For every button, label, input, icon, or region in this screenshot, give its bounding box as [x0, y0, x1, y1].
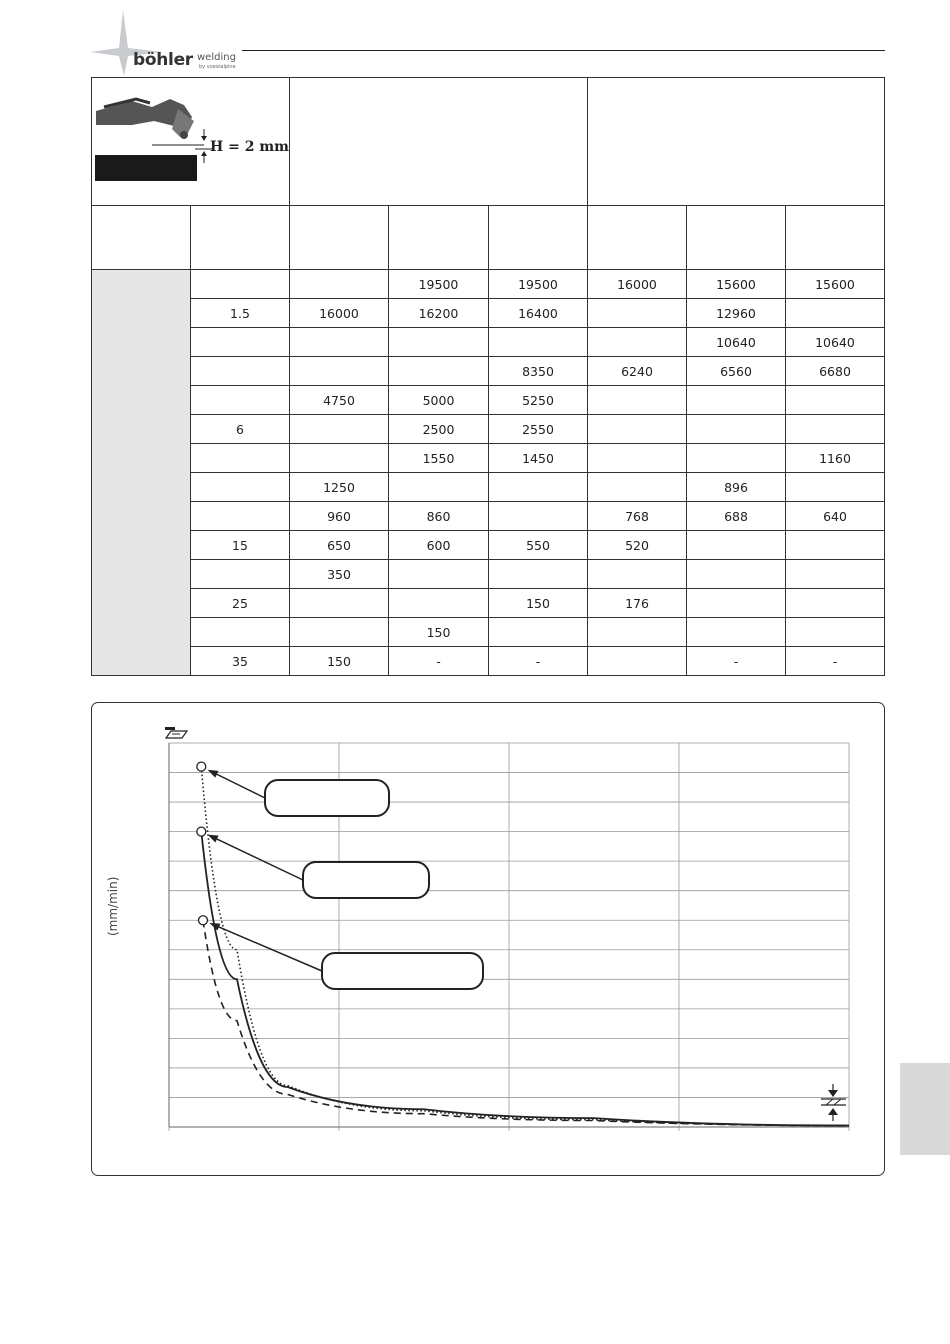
speed-cell	[489, 618, 588, 647]
speed-cell: 640	[786, 502, 885, 531]
thickness-icon	[821, 1084, 846, 1121]
table-row	[92, 531, 885, 560]
speed-cell: 8350	[489, 357, 588, 386]
speed-cell	[687, 618, 786, 647]
callout-box	[322, 953, 483, 989]
brand-name: böhler	[133, 50, 193, 70]
header-group-1	[290, 78, 588, 206]
col-header-3	[489, 206, 588, 270]
speed-cell: 896	[687, 473, 786, 502]
speed-cell	[489, 328, 588, 357]
speed-cell	[588, 560, 687, 589]
series-line-dashed	[203, 920, 849, 1125]
cutting-speed-chart	[92, 703, 884, 1175]
speed-cell	[489, 473, 588, 502]
speed-cell	[290, 270, 389, 299]
col-header-1	[290, 206, 389, 270]
speed-cell: 960	[290, 502, 389, 531]
speed-cell: 350	[290, 560, 389, 589]
speed-cell: 176	[588, 589, 687, 618]
speed-cell: 16000	[588, 270, 687, 299]
speed-cell	[389, 328, 489, 357]
thickness-cell: 25	[191, 589, 290, 618]
speed-cell	[588, 647, 687, 676]
speed-cell	[786, 299, 885, 328]
callout-box	[303, 862, 429, 898]
speed-cell: 12960	[687, 299, 786, 328]
table-row	[92, 502, 885, 531]
speed-cell	[588, 328, 687, 357]
speed-cell: 2550	[489, 415, 588, 444]
speed-cell: 16400	[489, 299, 588, 328]
speed-cell: -	[687, 647, 786, 676]
col-header-5	[687, 206, 786, 270]
speed-cell: 6240	[588, 357, 687, 386]
thickness-cell	[191, 270, 290, 299]
speed-cell	[786, 531, 885, 560]
thickness-cell	[191, 502, 290, 531]
page-side-tab	[900, 1063, 950, 1155]
thickness-cell	[191, 444, 290, 473]
material-cell	[92, 270, 191, 676]
speed-icon	[165, 727, 187, 738]
speed-cell: -	[786, 647, 885, 676]
thickness-cell: 15	[191, 531, 290, 560]
speed-cell: 16200	[389, 299, 489, 328]
speed-cell	[786, 386, 885, 415]
chart-callouts	[208, 770, 483, 989]
speed-cell	[389, 560, 489, 589]
speed-cell: 15600	[687, 270, 786, 299]
table-row	[92, 589, 885, 618]
speed-cell	[389, 357, 489, 386]
series-start-marker	[197, 827, 206, 836]
speed-cell	[489, 560, 588, 589]
thickness-cell	[191, 357, 290, 386]
speed-cell: 150	[489, 589, 588, 618]
brand-subtitle: by voestalpine	[199, 64, 236, 70]
speed-cell: 688	[687, 502, 786, 531]
table-row	[92, 473, 885, 502]
speed-cell	[687, 589, 786, 618]
speed-cell: 2500	[389, 415, 489, 444]
speed-cell	[687, 444, 786, 473]
speed-cell	[687, 531, 786, 560]
speed-cell: 1550	[389, 444, 489, 473]
header-group-2	[588, 78, 885, 206]
callout-arrowhead	[208, 835, 219, 843]
table-row	[92, 647, 885, 676]
speed-cell: 1250	[290, 473, 389, 502]
speed-cell: 550	[489, 531, 588, 560]
speed-cell: 150	[389, 618, 489, 647]
thickness-cell	[191, 560, 290, 589]
col-header-4	[588, 206, 687, 270]
table-row	[92, 328, 885, 357]
col-header-6	[786, 206, 885, 270]
callout-arrow	[215, 773, 265, 798]
speed-cell: 520	[588, 531, 687, 560]
speed-cell: 860	[389, 502, 489, 531]
speed-cell: 150	[290, 647, 389, 676]
speed-cell	[290, 444, 389, 473]
speed-cell: 768	[588, 502, 687, 531]
speed-cell	[588, 618, 687, 647]
thickness-cell: 6	[191, 415, 290, 444]
speed-cell	[588, 386, 687, 415]
header-rule	[242, 50, 885, 51]
series-start-marker	[199, 916, 208, 925]
table-row	[92, 270, 885, 299]
speed-cell: 19500	[389, 270, 489, 299]
table-row	[92, 444, 885, 473]
table-row	[92, 357, 885, 386]
table-row	[92, 560, 885, 589]
speed-cell	[588, 415, 687, 444]
speed-cell: 4750	[290, 386, 389, 415]
speed-cell	[389, 589, 489, 618]
col-header-material	[92, 206, 191, 270]
speed-cell	[489, 502, 588, 531]
col-header-2	[389, 206, 489, 270]
speed-cell: 5250	[489, 386, 588, 415]
thickness-cell	[191, 473, 290, 502]
speed-cell: -	[489, 647, 588, 676]
callout-arrowhead	[208, 770, 219, 778]
speed-cell: 650	[290, 531, 389, 560]
speed-cell	[687, 560, 786, 589]
speed-cell	[786, 560, 885, 589]
speed-cell: 6560	[687, 357, 786, 386]
speed-cell: 15600	[786, 270, 885, 299]
table-row	[92, 299, 885, 328]
thickness-cell: 35	[191, 647, 290, 676]
speed-cell	[786, 473, 885, 502]
speed-cell: 19500	[489, 270, 588, 299]
speed-cell	[389, 473, 489, 502]
speed-cell: 10640	[687, 328, 786, 357]
speed-cell	[290, 415, 389, 444]
speed-cell	[786, 589, 885, 618]
speed-cell	[786, 618, 885, 647]
speed-cell	[786, 415, 885, 444]
speed-cell: -	[389, 647, 489, 676]
speed-cell	[588, 444, 687, 473]
speed-cell	[290, 328, 389, 357]
callout-arrow	[215, 838, 303, 880]
callout-box	[265, 780, 389, 816]
brand-suffix: welding	[197, 52, 236, 63]
series-line-dotted	[201, 767, 849, 1126]
series-start-marker	[197, 762, 206, 771]
speed-cell: 10640	[786, 328, 885, 357]
speed-cell	[588, 299, 687, 328]
col-header-thickness	[191, 206, 290, 270]
speed-cell: 1450	[489, 444, 588, 473]
cutting-speed-table	[91, 77, 885, 676]
cutting-speed-chart-panel	[91, 702, 885, 1176]
speed-cell	[290, 618, 389, 647]
torch-diagram-cell	[92, 78, 290, 206]
speed-cell	[687, 415, 786, 444]
thickness-cell	[191, 328, 290, 357]
speed-cell: 1160	[786, 444, 885, 473]
speed-cell	[687, 386, 786, 415]
series-line-solid	[201, 832, 849, 1126]
thickness-cell: 1.5	[191, 299, 290, 328]
table-row	[92, 618, 885, 647]
height-label: H = 2 mm	[210, 139, 289, 155]
speed-cell	[290, 357, 389, 386]
speed-cell: 16000	[290, 299, 389, 328]
speed-cell: 600	[389, 531, 489, 560]
speed-cell	[290, 589, 389, 618]
speed-cell: 5000	[389, 386, 489, 415]
thickness-cell	[191, 386, 290, 415]
speed-cell: 6680	[786, 357, 885, 386]
table-row	[92, 415, 885, 444]
speed-cell	[588, 473, 687, 502]
thickness-cell	[191, 618, 290, 647]
table-row	[92, 386, 885, 415]
chart-y-axis-label: (mm/min)	[106, 876, 120, 936]
